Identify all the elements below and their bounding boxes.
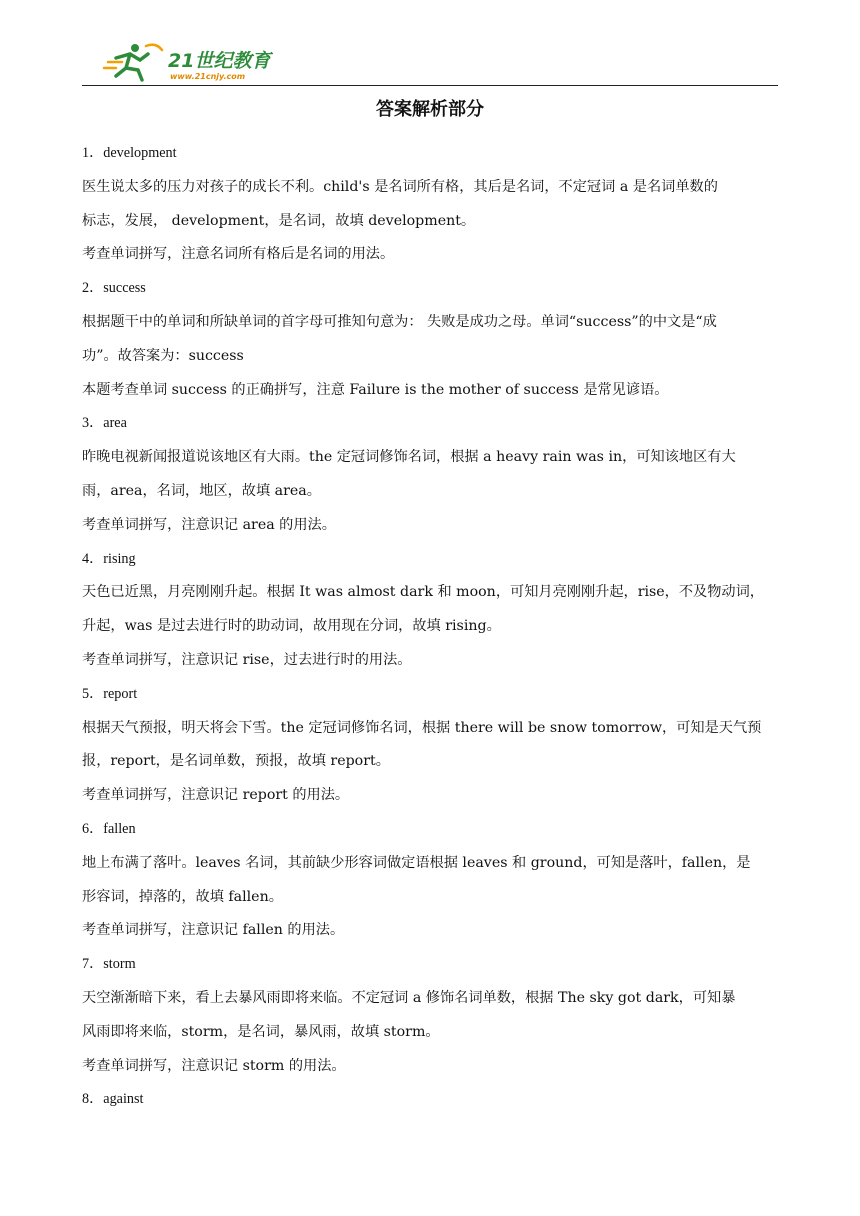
answer-5-line: 考查单词拼写，注意识记 report 的用法。 [82,787,350,804]
logo-21cnjy [102,40,282,84]
answer-6-line: 地上布满了落叶。leaves 名词，其前缺少形容词做定语根据 leaves 和 ground，可知是落叶，fallen，是 [82,854,751,871]
answer-heading-8: 8．against [82,1091,144,1108]
answer-7-line: 考查单词拼写，注意识记 storm 的用法。 [82,1057,346,1074]
logo-site-text: www.21cnjy.com [170,72,246,81]
logo-brand-text: 21世纪教育 [168,50,271,72]
answer-heading-5: 5．report [82,685,138,702]
answer-1-line: 医生说太多的压力对孩子的成长不利。child's 是名词所有格，其后是名词，不定冠词 a 是名词单数的 [82,178,718,195]
answer-6-line: 考查单词拼写，注意识记 fallen 的用法。 [82,922,345,939]
answer-4-line: 天色已近黑，月亮刚刚升起。根据 It was almost dark 和 moon，可知月亮刚刚升起，rise，不及物动词， [82,584,764,601]
answer-1-line: 考查单词拼写，注意名词所有格后是名词的用法。 [82,246,395,263]
answer-4-line: 升起，was 是过去进行时的助动词，故用现在分词，故填 rising。 [82,618,501,635]
answer-list [82,137,780,1117]
answer-2-line: 功”。故答案为：success [82,347,244,364]
answer-3-line: 昨晚电视新闻报道说该地区有大雨。the 定冠词修饰名词，根据 a heavy rain was in，可知该地区有大 [82,449,736,466]
answer-2-line: 本题考查单词 success 的正确拼写，注意 Failure is the mother of success 是常见谚语。 [82,381,669,398]
answer-heading-6: 6．fallen [82,820,136,837]
answer-4-line: 考查单词拼写，注意识记 rise，过去进行时的用法。 [82,651,412,668]
answer-5-line: 根据天气预报，明天将会下雪。the 定冠词修饰名词，根据 there will be snow tomorrow，可知是天气预 [82,719,762,736]
answer-heading-3: 3．area [82,415,127,432]
page-header [82,40,778,88]
answer-5-line: 报，report，是名词单数，预报，故填 report。 [82,753,390,770]
header-divider [82,85,778,86]
answer-2-line: 根据题干中的单词和所缺单词的首字母可推知句意为： 失败是成功之母。单词“success”的中文是“成 [82,313,717,330]
answer-heading-7: 7．storm [82,956,136,973]
answer-heading-1: 1．development [82,145,177,161]
answer-heading-2: 2．success [82,280,146,297]
answer-heading-4: 4．rising [82,550,136,567]
answer-6-line: 形容词，掉落的，故填 fallen。 [82,888,283,905]
answer-1-line: 标志，发展， development，是名词，故填 development。 [82,212,476,229]
answer-3-line: 雨，area，名词，地区，故填 area。 [82,482,321,499]
answer-7-line: 风雨即将来临，storm，是名词，暴风雨，故填 storm。 [82,1023,440,1040]
page-title: 答案解析部分 [376,99,484,120]
answer-7-line: 天空渐渐暗下来，看上去暴风雨即将来临。不定冠词 a 修饰名词单数，根据 The sky got dark，可知暴 [82,989,736,1006]
answer-3-line: 考查单词拼写，注意识记 area 的用法。 [82,516,336,533]
